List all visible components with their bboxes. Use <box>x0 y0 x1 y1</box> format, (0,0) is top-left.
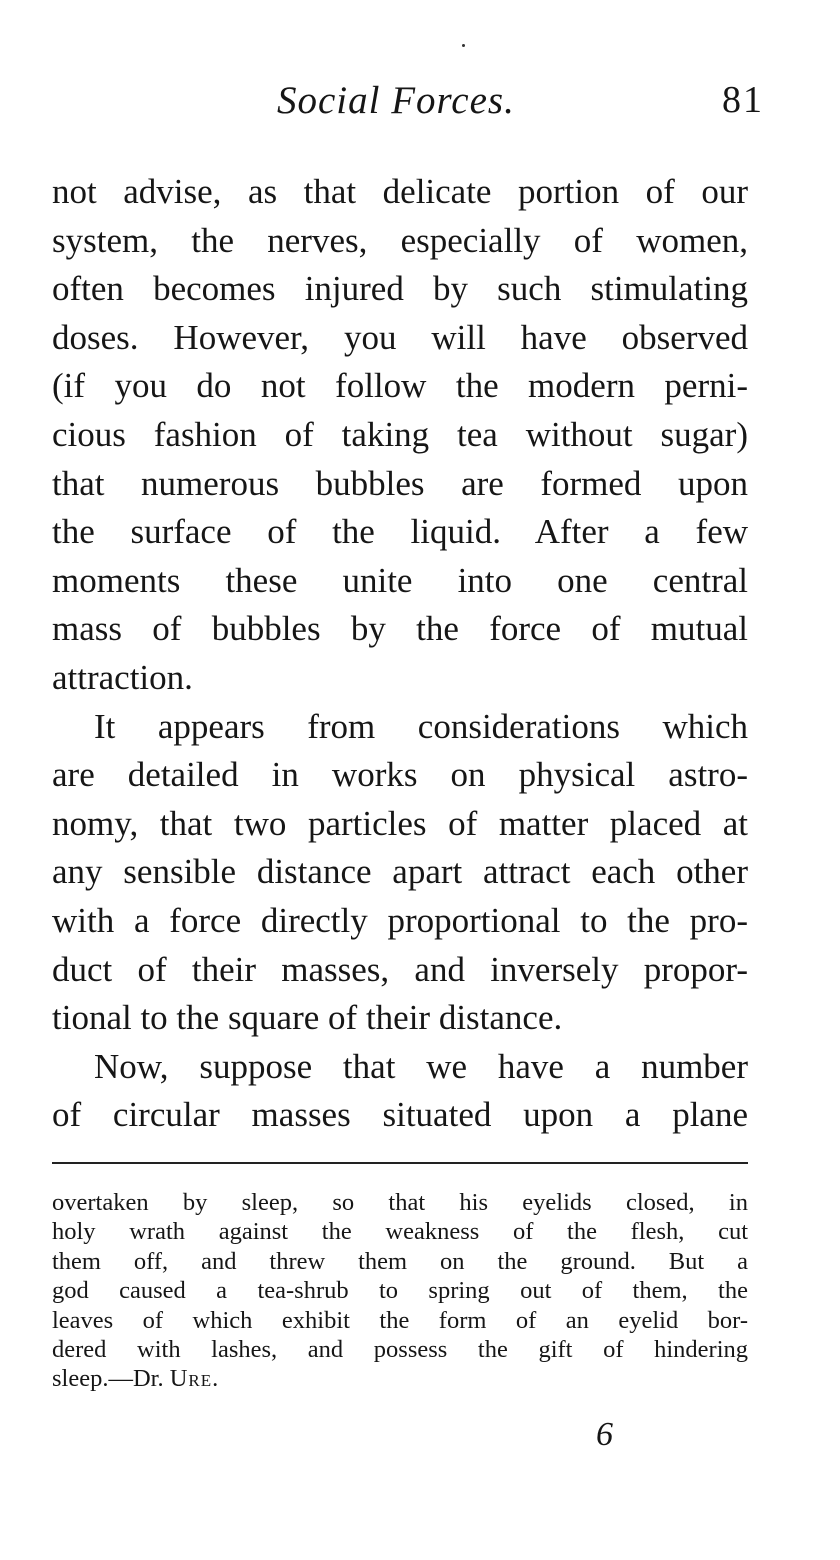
footnote-line: leaves of which exhibit the form of an eyelid bor- <box>52 1306 748 1334</box>
text-line: often becomes injured by such stimulating <box>52 269 748 309</box>
text-line: Now, suppose that we have a number <box>94 1046 748 1086</box>
text-line: duct of their masses, and inversely propor- <box>52 949 748 989</box>
text-line: tional to the square of their distance. <box>52 998 563 1038</box>
footnote-rule <box>52 1162 748 1164</box>
footnote-line-last <box>52 1364 748 1393</box>
paragraph-2 <box>52 703 748 1043</box>
footnote-author: Ure. <box>169 1365 220 1393</box>
text-line: attraction. <box>52 657 193 697</box>
text-line: the surface of the liquid. After a few <box>52 512 748 552</box>
footnote <box>52 1188 748 1394</box>
running-head <box>52 78 764 128</box>
print-speck <box>462 44 465 47</box>
paragraph-1 <box>52 168 748 703</box>
text-line: any sensible distance apart attract each other <box>52 852 748 892</box>
text-line: system, the nerves, especially of women, <box>52 220 748 260</box>
text-line: are detailed in works on physical astro- <box>52 755 748 795</box>
footnote-lead: sleep.—Dr. <box>52 1365 170 1393</box>
text-line: doses. However, you will have observed <box>52 317 748 357</box>
body-text <box>52 168 748 1140</box>
text-line: that numerous bubbles are formed upon <box>52 463 748 503</box>
footnote-line: them off, and threw them on the ground. But a <box>52 1247 748 1275</box>
text-line: moments these unite into one central <box>52 560 748 600</box>
running-title: Social Forces. <box>277 79 515 122</box>
text-line: It appears from considerations which <box>94 706 748 746</box>
text-line: nomy, that two particles of matter placed at <box>52 803 748 843</box>
footnote-line: overtaken by sleep, so that his eyelids closed, in <box>52 1189 748 1216</box>
signature-mark: 6 <box>596 1416 613 1453</box>
text-line: cious fashion of taking tea without sugar) <box>52 414 748 454</box>
text-line: with a force directly proportional to the pro- <box>52 900 748 940</box>
text-line: mass of bubbles by the force of mutual <box>52 609 748 649</box>
text-line: of circular masses situated upon a plane <box>52 1095 748 1135</box>
footnote-line: dered with lashes, and possess the gift of hindering <box>52 1335 748 1363</box>
footnote-line: holy wrath against the weakness of the flesh, cut <box>52 1218 748 1246</box>
text-line: (if you do not follow the modern perni- <box>52 366 748 406</box>
text-line: not advise, as that delicate portion of our <box>52 172 748 211</box>
footnote-line: god caused a tea-shrub to spring out of them, the <box>52 1277 748 1305</box>
page-number: 81 <box>722 79 764 121</box>
paragraph-3 <box>52 1043 748 1140</box>
